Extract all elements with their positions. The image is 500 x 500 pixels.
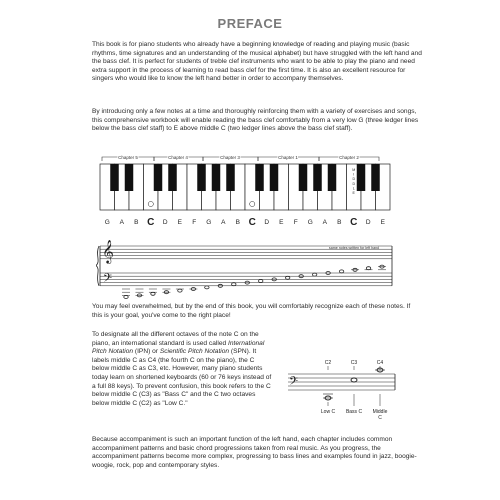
middle-letter: M (352, 168, 356, 172)
staff-caption: same notes written for left hand (328, 246, 380, 250)
bass-clef-icon: 𝄢 (103, 272, 113, 288)
c4-label: C4 (376, 360, 384, 366)
c2-label: C2 (324, 360, 332, 366)
whole-note (205, 286, 209, 289)
brace (96, 246, 99, 286)
note-bass-c (351, 378, 357, 382)
whole-note (339, 270, 343, 273)
chapter-label: Chapter 5 (118, 155, 138, 160)
black-key (125, 164, 134, 191)
chapter-label: Chapter 2 (339, 155, 359, 160)
whole-note (312, 273, 316, 276)
paragraph-intro: This book is for piano students who already have a beginning knowledge of reading and playing music (basic rhythms, time signatures and an understanding of the musical alphabet) but have struggled with the left hand and the bass clef. It is perfect for students of treble clef instruments who want to be able to play the piano and need extra support in the process of learning to read bass clef for the first time. It is also an excellent resource for singers who would like to know the left hand better in order to accompany themselves. (92, 41, 422, 83)
note-letter: G (307, 219, 313, 226)
note-letter: G (206, 219, 212, 226)
octave-diagram (280, 356, 400, 426)
note-letter: E (380, 219, 385, 226)
note-letter: B (337, 219, 342, 226)
black-key (313, 164, 322, 191)
note-letter: E (177, 219, 182, 226)
note-letters (105, 217, 386, 228)
note-letter: A (221, 219, 226, 226)
low-c-label: Low C (320, 409, 336, 415)
c3-label: C3 (350, 360, 358, 366)
note-letter: D (162, 219, 168, 226)
note-letter: C (350, 217, 358, 228)
whole-note (151, 292, 155, 295)
black-key (328, 164, 337, 191)
bass-c-label: Bass C (345, 409, 363, 415)
bass-clef-icon: 𝄢 (289, 375, 299, 391)
middle-letter: D (352, 177, 356, 182)
black-key (226, 164, 235, 191)
notation-text-c: (SPN). It labels middle C as C4 (the fourth C on the piano), the C below middle C as C3, etc. However, many piano students today learn on shortened keyboards (60 or 76 keys instead of a full 88 keys). To prevent confusion, this book refers to the C below middle C (C3) as "Bass C" and the C two octaves below middle C (C2) as "Low C." (92, 348, 272, 407)
whole-note (259, 280, 263, 283)
black-key (168, 164, 177, 191)
bass-staff-small (288, 374, 395, 391)
keyboard-svg (96, 152, 396, 302)
middle-c-label: Middle C (372, 409, 388, 421)
whole-note (178, 289, 182, 292)
note-letter: F (293, 219, 298, 226)
paragraph-method: By introducing only a few notes at a time and thoroughly reinforcing them with a variety of exercises and songs, this comprehensive workbook will enable reading the bass clef comfortably from a very low G (three ledger lines below the bass clef staff) to E above middle C (two ledger lines above the bass clef staff). (92, 108, 419, 133)
black-key (197, 164, 206, 191)
note-letter: D (264, 219, 270, 226)
note-letter: C (147, 217, 155, 228)
paragraph-encouragement: You may feel overwhelmed, but by the end of this book, you will comfortably recognize each of these notes. If this is your goal, you've come to the right place! (92, 303, 411, 319)
middle-letter: I (353, 172, 355, 177)
middle-letter: L (352, 186, 355, 191)
note-letter: A (322, 219, 327, 226)
white-keys (100, 164, 390, 210)
black-key (212, 164, 221, 191)
note-letter: B (134, 219, 139, 226)
note-letter: F (192, 219, 197, 226)
note-letter: B (235, 219, 240, 226)
whole-note (232, 283, 236, 286)
chapter-brackets (102, 155, 379, 161)
notation-text-a: To designate all the different octaves of the note C on the piano, an international standard is used called (92, 331, 259, 347)
treble-clef-icon: 𝄞 (102, 239, 114, 263)
black-key (154, 164, 163, 191)
black-key (371, 164, 380, 191)
note-letter: D (365, 219, 371, 226)
black-key (110, 164, 119, 191)
whole-note (285, 276, 289, 279)
note-letter: A (119, 219, 124, 226)
paragraph-notation (92, 331, 272, 408)
black-key (299, 164, 308, 191)
paragraph-accompaniment: Because accompaniment is such an important function of the left hand, each chapter includes common accompaniment patterns and basic chord progressions taken from real music. As you progress, the accompaniment patterns become more complex, progressing to bass lines and examples found in jazz, boogie-woogie, rock, pop and contemporary styles. (92, 436, 417, 469)
middle-letter: D (352, 181, 356, 186)
black-key (357, 164, 366, 191)
whole-note (366, 267, 370, 270)
ipn-term: International Pitch Notation (92, 339, 265, 356)
note-letter: C (248, 217, 256, 228)
chapter-label: Chapter 1 (278, 155, 298, 160)
whole-note (124, 296, 128, 299)
black-key (270, 164, 279, 191)
spn-term: Scientific Pitch Notation (159, 348, 230, 356)
black-key (255, 164, 264, 191)
middle-letter: E (352, 191, 355, 195)
keyboard-figure (96, 152, 396, 302)
chapter-label: Chapter 4 (168, 155, 188, 160)
chapter-label: Chapter 3 (220, 155, 240, 160)
note-letter: E (279, 219, 284, 226)
note-letter: G (104, 219, 110, 226)
note-low-c (323, 394, 333, 400)
notation-text-b: (IPN) or (133, 348, 160, 356)
page-title: PREFACE (217, 16, 283, 31)
octave-diagram-svg (280, 356, 400, 426)
